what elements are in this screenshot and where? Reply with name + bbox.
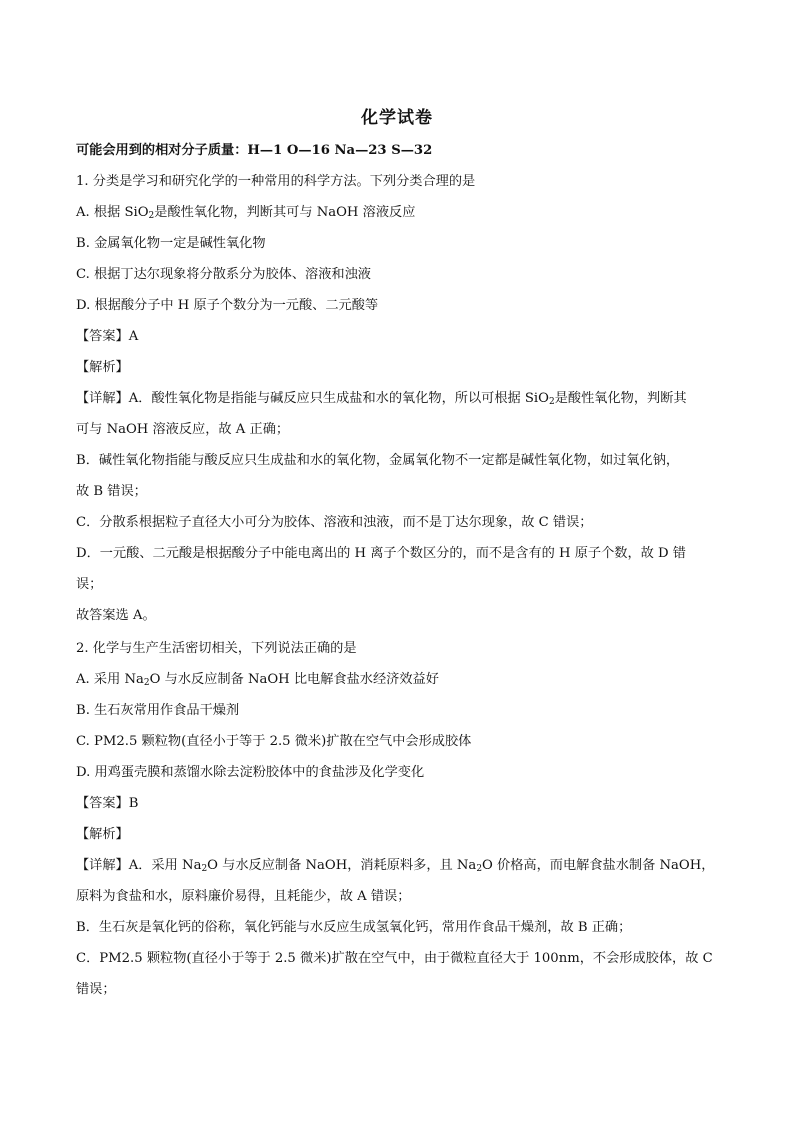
q1-detail-b-line2: 故 B 错误；: [76, 484, 147, 499]
q1-option-a: [76, 204, 716, 225]
q1-option-a-post: 是酸性氧化物，判断其可与 NaOH 溶液反应: [154, 205, 416, 220]
q1-stem: 1. 分类是学习和研究化学的一种常用的科学方法。下列分类合理的是: [76, 174, 476, 189]
q2-answer: 【答案】B: [76, 796, 139, 811]
q1-option-a-sub: 2: [148, 211, 155, 221]
q1-detail-d-line2: 误；: [76, 577, 103, 592]
q2-detail-c-line2: 错误；: [76, 982, 116, 997]
q1-option-c: C. 根据丁达尔现象将分散系分为胶体、溶液和浊液: [76, 267, 371, 282]
page-title: 化学试卷: [361, 108, 433, 128]
q2-option-b: B. 生石灰常用作食品干燥剂: [76, 703, 240, 718]
q2-detail-c-line1: C．PM2.5 颗粒物(直径小于等于 2.5 微米)扩散在空气中，由于微粒直径大于 100nm，不会形成胶体，故 C: [76, 951, 713, 966]
q2-option-a: [76, 671, 716, 692]
q2-stem: 2. 化学与生产生活密切相关，下列说法正确的是: [76, 641, 357, 656]
q1-option-a-pre: A. 根据 SiO: [76, 205, 149, 220]
q2-detail-a-line1: [76, 857, 716, 878]
q2-option-d: D. 用鸡蛋壳膜和蒸馏水除去淀粉胶体中的食盐涉及化学变化: [76, 765, 425, 780]
q2-option-a-pre: A. 采用 Na: [76, 672, 144, 687]
q2-detail-a-mid: O 与水反应制备 NaOH，消耗原料多，且 Na: [207, 858, 477, 873]
q1-option-b: B. 金属氧化物一定是碱性氧化物: [76, 236, 266, 251]
q2-option-a-post: O 与水反应制备 NaOH 比电解食盐水经济效益好: [149, 672, 439, 687]
q1-detail-d-line1: D．一元酸、二元酸是根据酸分子中能电离出的 H 离子个数区分的，而不是含有的 H 原子个数，故 D 错: [76, 546, 686, 561]
q1-detail-a-line1: [76, 390, 716, 411]
q1-detail-a-sub: 2: [548, 397, 555, 407]
q2-detail-a-pre: 【详解】A．采用 Na: [76, 858, 202, 873]
q2-option-a-sub: 2: [143, 678, 150, 688]
q2-detail-a-sub2: 2: [476, 864, 483, 874]
q2-detail-a-post: O 价格高，而电解食盐水制备 NaOH，: [482, 858, 715, 873]
q2-analysis-heading: 【解析】: [76, 827, 129, 842]
q2-detail-a-sub: 2: [201, 864, 208, 874]
q1-analysis-heading: 【解析】: [76, 360, 129, 375]
q1-answer: 【答案】A: [76, 329, 139, 344]
q1-detail-c: C．分散系根据粒子直径大小可分为胶体、溶液和浊液，而不是丁达尔现象，故 C 错误；: [76, 515, 593, 530]
q1-detail-a-pre: 【详解】A．酸性氧化物是指能与碱反应只生成盐和水的氧化物，所以可根据 SiO: [76, 391, 549, 406]
q1-detail-a-post: 是酸性氧化物，判断其: [554, 391, 687, 406]
molar-mass-line: 可能会用到的相对分子质量：H—1 O—16 Na—23 S—32: [76, 143, 433, 158]
q1-detail-b-line1: B．碱性氧化物指能与酸反应只生成盐和水的氧化物，金属氧化物不一定都是碱性氧化物，如过氧化钠，: [76, 453, 680, 468]
q1-detail-a-line2: 可与 NaOH 溶液反应，故 A 正确；: [76, 422, 290, 437]
q2-detail-b: B．生石灰是氧化钙的俗称，氧化钙能与水反应生成氢氧化钙，常用作食品干燥剂，故 B 正确；: [76, 920, 632, 935]
q1-option-d: D. 根据酸分子中 H 原子个数分为一元酸、二元酸等: [76, 298, 379, 313]
q1-conclusion: 故答案选 A。: [76, 608, 156, 623]
q2-detail-a-line2: 原料为食盐和水，原料廉价易得，且耗能少，故 A 错误；: [76, 889, 411, 904]
q2-option-c: C. PM2.5 颗粒物(直径小于等于 2.5 微米)扩散在空气中会形成胶体: [76, 734, 472, 749]
